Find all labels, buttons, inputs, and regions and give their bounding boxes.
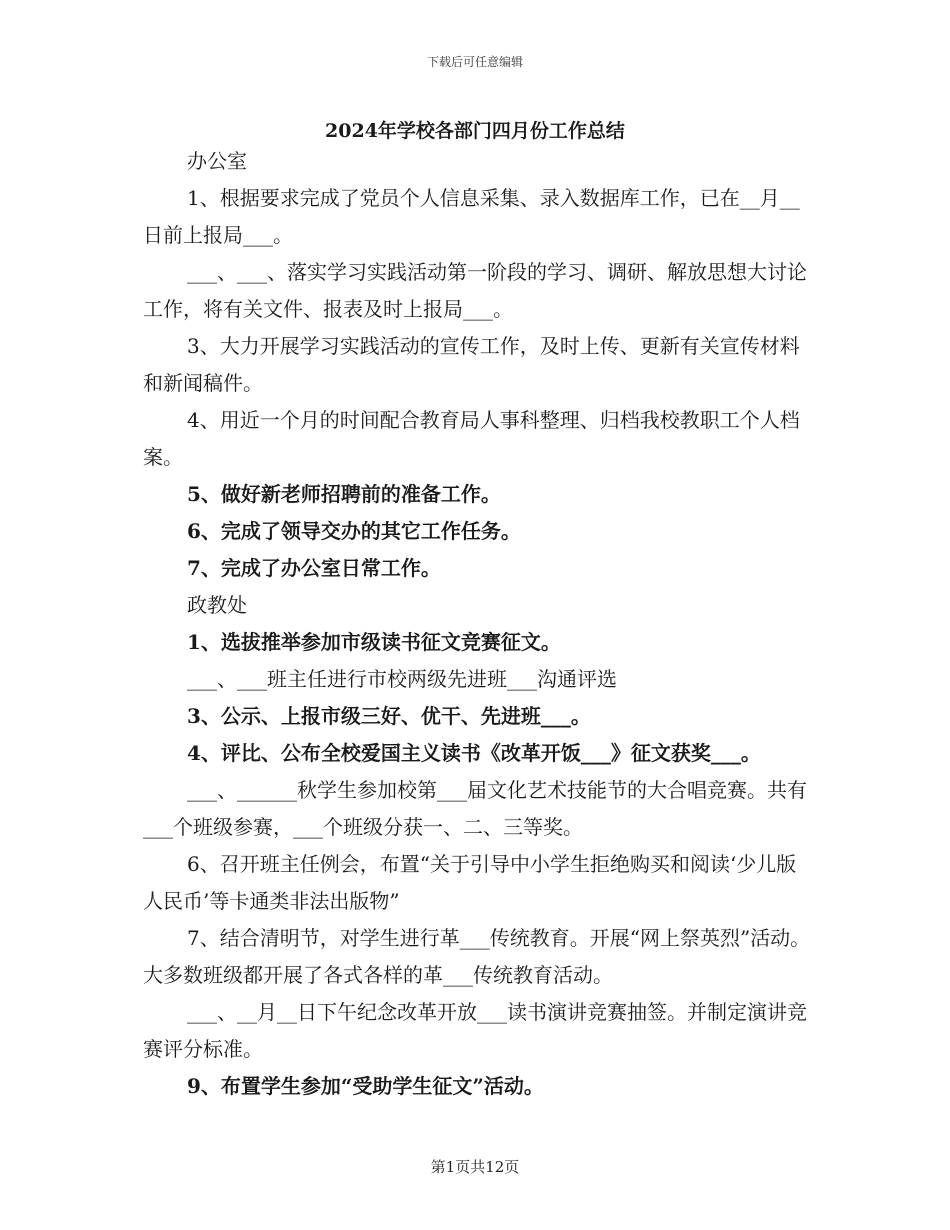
paragraph: 4、用近一个月的时间配合教育局人事科整理、归档我校教职工个人档案。 <box>143 408 800 469</box>
section-heading-political: 政教处 <box>187 593 247 617</box>
paragraph: 3、公示、上报市级三好、优干、先进班___。 <box>187 704 591 728</box>
paragraph: 3、大力开展学习实践活动的宣传工作，及时上传、更新有关宣传材料和新闻稿件。 <box>143 334 800 395</box>
paragraph: 5、做好新老师招聘前的准备工作。 <box>187 482 501 506</box>
header-note: 下载后可任意编辑 <box>426 55 523 69</box>
paragraph: 6、完成了领导交办的其它工作任务。 <box>187 519 521 543</box>
paragraph: 7、完成了办公室日常工作。 <box>187 556 441 580</box>
document-body <box>143 143 813 1105</box>
paragraph: 1、根据要求完成了党员个人信息采集、录入数据库工作，已在__月__日前上报局___。 <box>143 186 800 247</box>
paragraph: 7、结合清明节，对学生进行革___传统教育。开展“网上祭英烈”活动。大多数班级都开展了各式各样的革___传统教育活动。 <box>143 926 811 987</box>
paragraph: 1、选拔推举参加市级读书征文竞赛征文。 <box>187 630 561 654</box>
paragraph: ___、___班主任进行市校两级先进班___沟通评选 <box>187 667 617 691</box>
paragraph: ___、______秋学生参加校第___届文化艺术技能节的大合唱竞赛。共有___个班级参赛，___个班级分获一、二、三等奖。 <box>143 778 807 839</box>
section-heading-office: 办公室 <box>187 149 247 173</box>
paragraph: 4、评比、公布全校爱国主义读书《改革开饭___》征文获奖___。 <box>187 741 761 765</box>
paragraph: ___、__月__日下午纪念改革开放___读书演讲竞赛抽签。并制定演讲竞赛评分标准。 <box>143 1000 807 1061</box>
paragraph: 6、召开班主任例会，布置“关于引导中小学生拒绝购买和阅读‘少儿版人民币’等卡通类非法出版物” <box>143 852 797 913</box>
paragraph: 9、布置学生参加“受助学生征文”活动。 <box>187 1074 544 1098</box>
page-number: 第1页共12页 <box>430 1158 520 1176</box>
paragraph: ___、___、落实学习实践活动第一阶段的学习、调研、解放思想大讨论工作，将有关文件、报表及时上报局___。 <box>143 260 807 321</box>
document-title: 2024年学校各部门四月份工作总结 <box>325 120 625 142</box>
